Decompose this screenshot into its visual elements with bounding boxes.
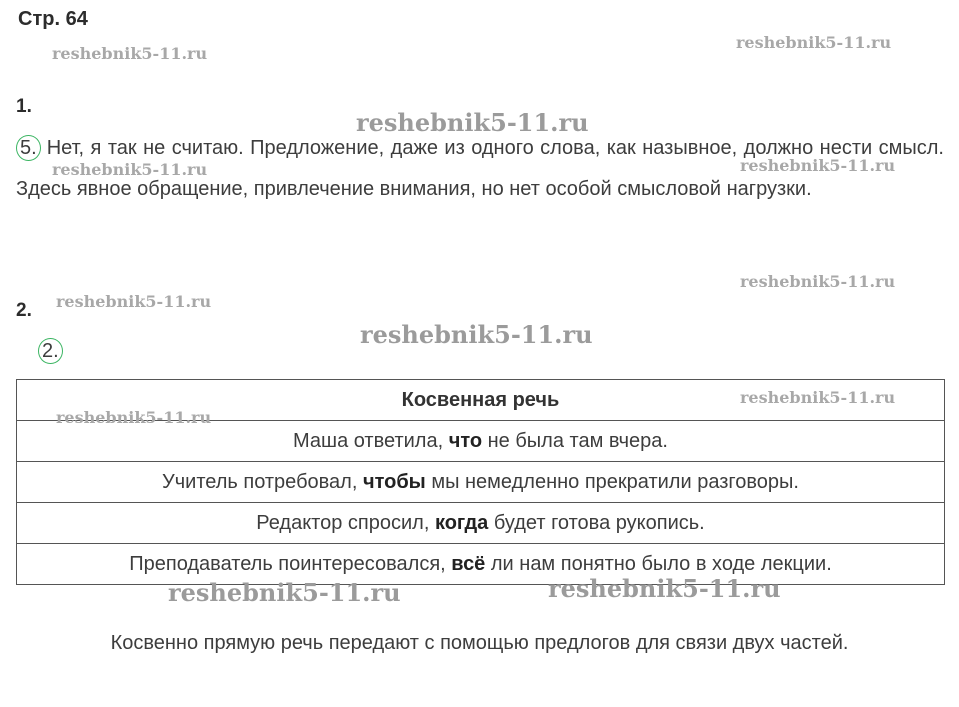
watermark: reshebnik5-11.ru: [736, 33, 892, 52]
task-2-number: 2.: [16, 300, 32, 321]
task-1-number: 1.: [16, 96, 32, 117]
conjunction: всё: [451, 552, 486, 575]
table-row: [17, 503, 945, 544]
watermark: reshebnik5-11.ru: [548, 574, 781, 603]
task-1-text: Нет, я так не считаю. Предложение, даже из одного слова, как назывное, должно нести смысл. Здесь явное обращение, привлечение внимания, но нет особой смысловой нагрузки.: [16, 137, 944, 200]
watermark: reshebnik5-11.ru: [740, 272, 896, 291]
watermark: reshebnik5-11.ru: [168, 578, 401, 607]
conjunction: что: [448, 429, 483, 452]
task-2-answer: [38, 338, 63, 364]
page-title: Стр. 64: [18, 8, 88, 30]
table-cell: Редактор спросил, когда будет готова рукопись.: [17, 503, 945, 544]
table-header: Косвенная речь: [17, 380, 945, 421]
table-row: [17, 462, 945, 503]
table-cell: Маша ответила, что не была там вчера.: [17, 421, 945, 462]
table-cell: Преподаватель поинтересовался, всё ли нам понятно было в ходе лекции.: [17, 544, 945, 585]
task-2-choice: 2.: [38, 338, 63, 364]
watermark: reshebnik5-11.ru: [56, 292, 212, 311]
watermark: reshebnik5-11.ru: [360, 320, 593, 349]
watermark: reshebnik5-11.ru: [356, 108, 589, 137]
conjunction: чтобы: [362, 470, 426, 493]
table-row: [17, 544, 945, 585]
conjunction: когда: [434, 511, 489, 534]
watermark: reshebnik5-11.ru: [740, 388, 896, 407]
conclusion-text: Косвенно прямую речь передают с помощью предлогов для связи двух частей.: [110, 632, 849, 654]
task-1-answer: [16, 128, 944, 210]
watermark: reshebnik5-11.ru: [52, 160, 208, 179]
watermark: reshebnik5-11.ru: [740, 156, 896, 175]
watermark: reshebnik5-11.ru: [52, 44, 208, 63]
task-1-choice: 5.: [16, 135, 41, 161]
watermark: reshebnik5-11.ru: [56, 408, 212, 427]
table-cell: Учитель потребовал, чтобы мы немедленно прекратили разговоры.: [17, 462, 945, 503]
